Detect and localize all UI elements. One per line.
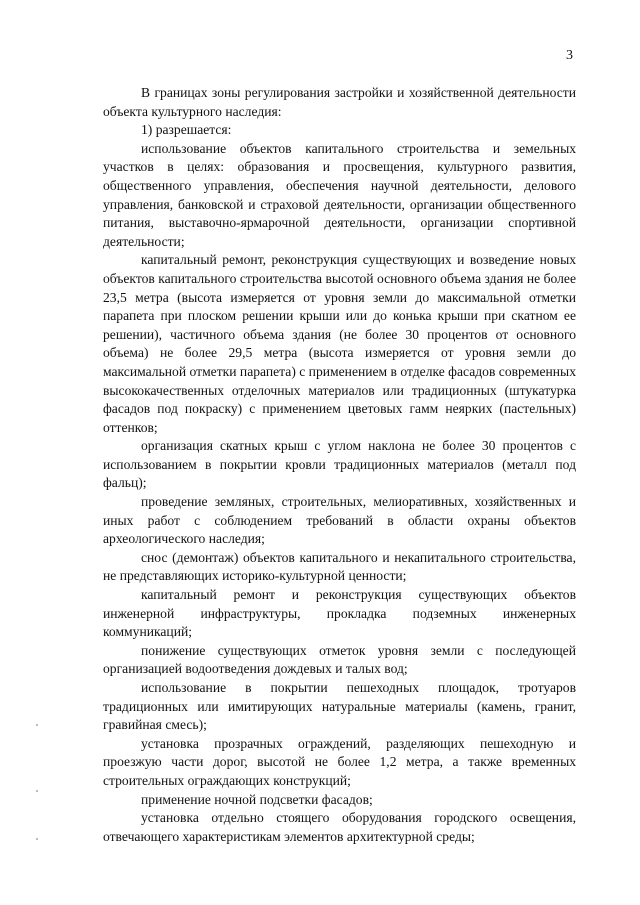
scan-dot [36,790,38,792]
paragraph-fences: установка прозрачных ограждений, разделяющих пешеходную и проезжую части дорог, высотой не более 1,2 метра, а также временных строительных ограждающих конструкций; [103,735,576,788]
paragraph-land-use: использование объектов капитального строительства и земельных участков в целях: образования и просвещения, культурного развития, общественного управления, обеспечения научной деятельности, делового управления, банковской и страховой деятельности, организации общественного питания, выставочно-ярмарочной деятельности, организации спортивной деятельности; [103,140,576,249]
paragraph-pavement: использование в покрытии пешеходных площадок, тротуаров традиционных или имитирующих натуральные материалы (камень, гранит, гравийная смесь); [103,680,576,733]
paragraph-pitched-roofs: организация скатных крыш с углом наклона не более 30 процентов с использованием в покрытии кровли традиционных материалов (металл под фальц); [103,438,576,491]
paragraph-intro: В границах зоны регулирования застройки и хозяйственной деятельности объекта культурного наследия: [103,85,576,119]
paragraph-construction-height: капитальный ремонт, реконструкция существующих и возведение новых объектов капитального строительства высотой основного объема здания не более 23,5 метра (высота измеряется от уровня земли до максимальной отметки парапета при плоском решении крыши или до конька крыши при скатном ее решении), частичного объема здания (не более 30 процентов от основного объема) не более 29,5 метра (высота измеряется от уровня земли до максимальной отметки парапета) с применением в отделке фасадов современных высококачественных отделочных материалов или традиционных (штукатурка фасадов под покраску) с применением цветовых гамм неярких (пастельных) оттенков; [103,252,576,435]
document-body [103,84,576,846]
page-number: 3 [566,48,573,63]
paragraph-ground-level: понижение существующих отметок уровня земли с последующей организацией водоотведения дождевых и талых вод; [103,642,576,677]
paragraph-earthworks: проведение земляных, строительных, мелиоративных, хозяйственных и иных работ с соблюдением требований в области охраны объектов археологического наследия; [103,494,576,547]
scan-dot [36,838,38,840]
paragraph-permitted-heading: 1) разрешается: [141,122,232,138]
paragraph-demolition: снос (демонтаж) объектов капитального и некапитального строительства, не представляющих историко-культурной ценности; [103,549,576,584]
scan-dot [36,724,38,726]
paragraph-engineering-infrastructure: капитальный ремонт и реконструкция существующих объектов инженерной инфраструктуры, прокладка подземных инженерных коммуникаций; [103,587,576,640]
paragraph-street-lighting: установка отдельно стоящего оборудования городского освещения, отвечающего характеристикам элементов архитектурной среды; [103,810,576,844]
paragraph-facade-lighting: применение ночной подсветки фасадов; [141,791,373,807]
